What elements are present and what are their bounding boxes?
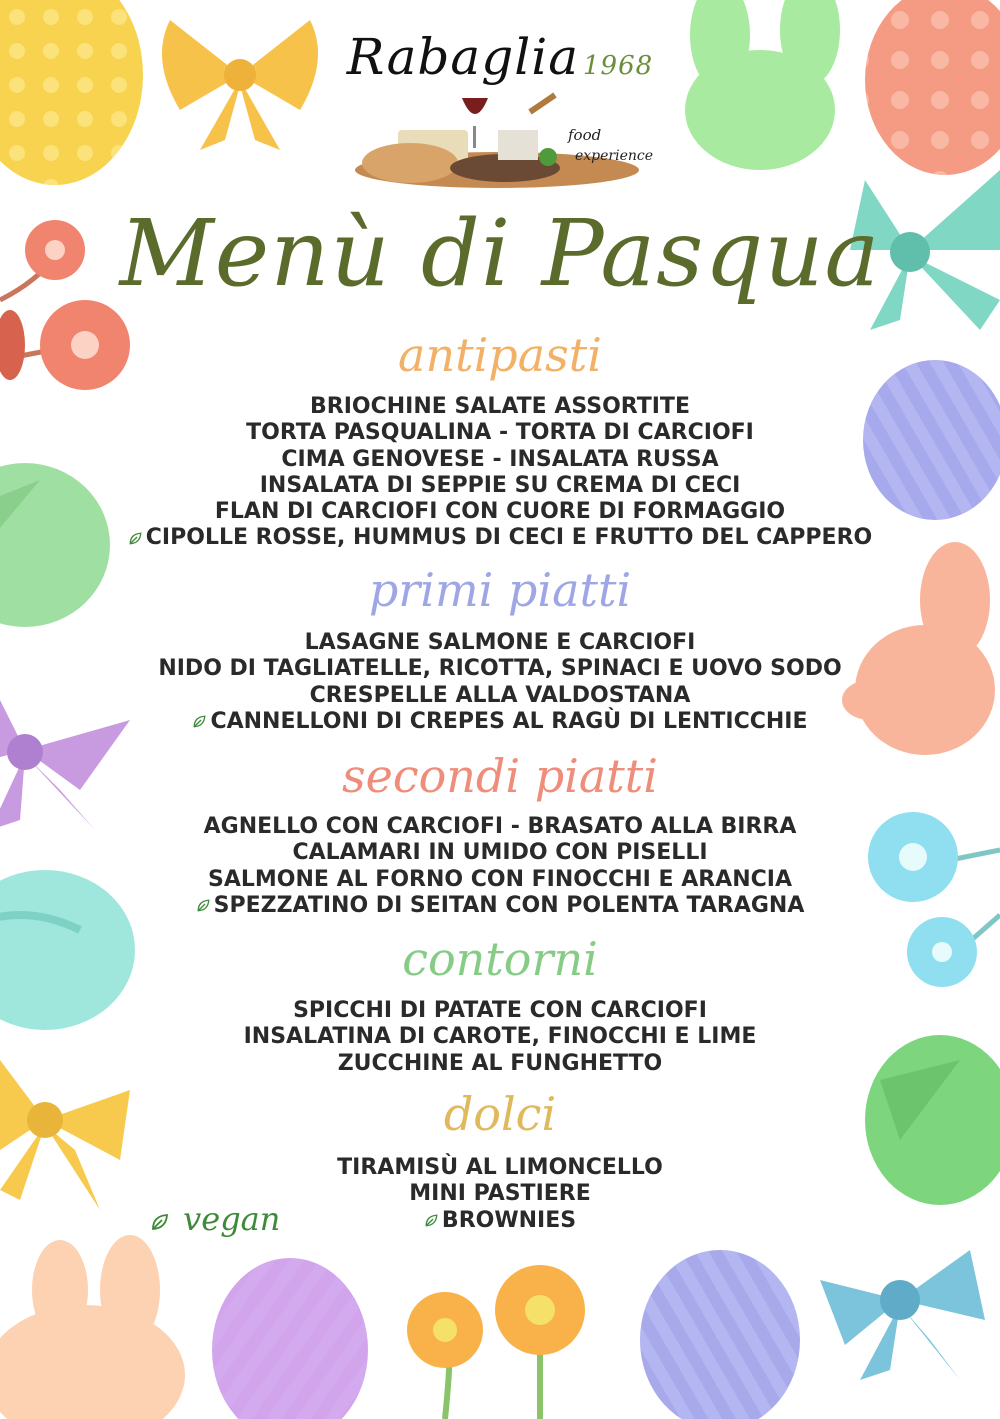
menu-item-text: CALAMARI IN UMIDO CON PISELLI: [292, 840, 708, 866]
menu-item: [0, 394, 1000, 420]
menu-item: [0, 525, 1000, 551]
menu-item-text: FLAN DI CARCIOFI CON CUORE DI FORMAGGIO: [214, 499, 786, 525]
menu-item-text: SALMONE AL FORNO CON FINOCCHI E ARANCIA: [208, 866, 792, 892]
leaf-icon: [192, 714, 207, 729]
menu-item: [0, 630, 1000, 656]
menu-item: [0, 814, 1000, 840]
peach-bunny-bottom-icon: [0, 1235, 185, 1419]
brand-name: Rabaglia: [346, 28, 580, 86]
section-heading: antipasti: [398, 328, 602, 382]
menu-item-list: [0, 394, 1000, 552]
orange-flower-icon: [407, 1265, 585, 1419]
menu-item: [0, 1051, 1000, 1077]
menu-item: [0, 420, 1000, 446]
menu-item-text: TORTA PASQUALINA - TORTA DI CARCIOFI: [246, 420, 754, 446]
leaf-icon: [424, 1213, 439, 1228]
menu-item-text: SPICCHI DI PATATE CON CARCIOFI: [293, 998, 707, 1023]
menu-item-text: CANNELLONI DI CREPES AL RAGÙ DI LENTICCHIE: [210, 708, 808, 734]
brand-tagline-food: food: [568, 126, 602, 144]
vegan-legend: [150, 1200, 280, 1238]
menu-item: [0, 867, 1000, 893]
menu-item-text: TIRAMISÙ AL LIMONCELLO: [337, 1155, 663, 1180]
menu-item-list: [0, 814, 1000, 919]
page-title: Menù di Pasqua: [119, 200, 881, 307]
menu-item-text: ZUCCHINE AL FUNGHETTO: [337, 1050, 663, 1076]
menu-item: [0, 893, 1000, 919]
section-heading: contorni: [402, 932, 598, 986]
leaf-icon: [128, 531, 143, 546]
menu-item: [0, 447, 1000, 473]
section-heading: primi piatti: [368, 563, 632, 617]
menu-item: [0, 709, 1000, 735]
leaf-icon: [150, 1212, 170, 1232]
brand-tagline-experience: experience: [575, 148, 654, 164]
vegan-legend-label: vegan: [183, 1200, 281, 1238]
brand-logo: [0, 28, 1000, 86]
menu-item-text: BROWNIES: [441, 1207, 577, 1233]
section-heading: secondi piatti: [342, 749, 658, 803]
menu-item-text: CRESPELLE ALLA VALDOSTANA: [309, 682, 691, 708]
menu-item: [0, 499, 1000, 525]
menu-item: [0, 998, 1000, 1024]
menu-item-text: INSALATA DI SEPPIE SU CREMA DI CECI: [259, 472, 741, 498]
blue-egg-bottom-icon: [640, 1250, 800, 1419]
menu-item-text: INSALATINA DI CAROTE, FINOCCHI E LIME: [243, 1024, 757, 1050]
menu-item: [0, 656, 1000, 682]
menu-item-text: SPEZZATINO DI SEITAN CON POLENTA TARAGNA: [213, 892, 805, 918]
menu-item-text: CIMA GENOVESE - INSALATA RUSSA: [281, 446, 719, 472]
menu-item: [0, 473, 1000, 499]
menu-item-text: MINI PASTIERE: [409, 1181, 591, 1207]
menu-item-text: CIPOLLE ROSSE, HUMMUS DI CECI E FRUTTO DEL CAPPERO: [145, 525, 873, 551]
brand-year: 1968: [583, 51, 654, 81]
leaf-icon: [196, 898, 211, 913]
purple-egg-icon: [212, 1258, 368, 1419]
menu-item-list: [0, 998, 1000, 1077]
menu-item-text: LASAGNE SALMONE E CARCIOFI: [304, 630, 696, 655]
menu-item-text: BRIOCHINE SALATE ASSORTITE: [310, 394, 690, 419]
menu-item: [0, 840, 1000, 866]
menu-item: [0, 1155, 1000, 1181]
menu-item-text: NIDO DI TAGLIATELLE, RICOTTA, SPINACI E UOVO SODO: [158, 656, 842, 682]
menu-item: [0, 683, 1000, 709]
food-illustration-logo: [355, 95, 653, 188]
coral-egg-icon: [865, 0, 1000, 175]
menu-item-text: AGNELLO CON CARCIOFI - BRASATO ALLA BIRRA: [203, 814, 797, 839]
menu-item-list: [0, 630, 1000, 735]
menu-item: [0, 1024, 1000, 1050]
section-heading: dolci: [443, 1087, 557, 1141]
teal-bow-bottom-icon: [820, 1250, 985, 1380]
